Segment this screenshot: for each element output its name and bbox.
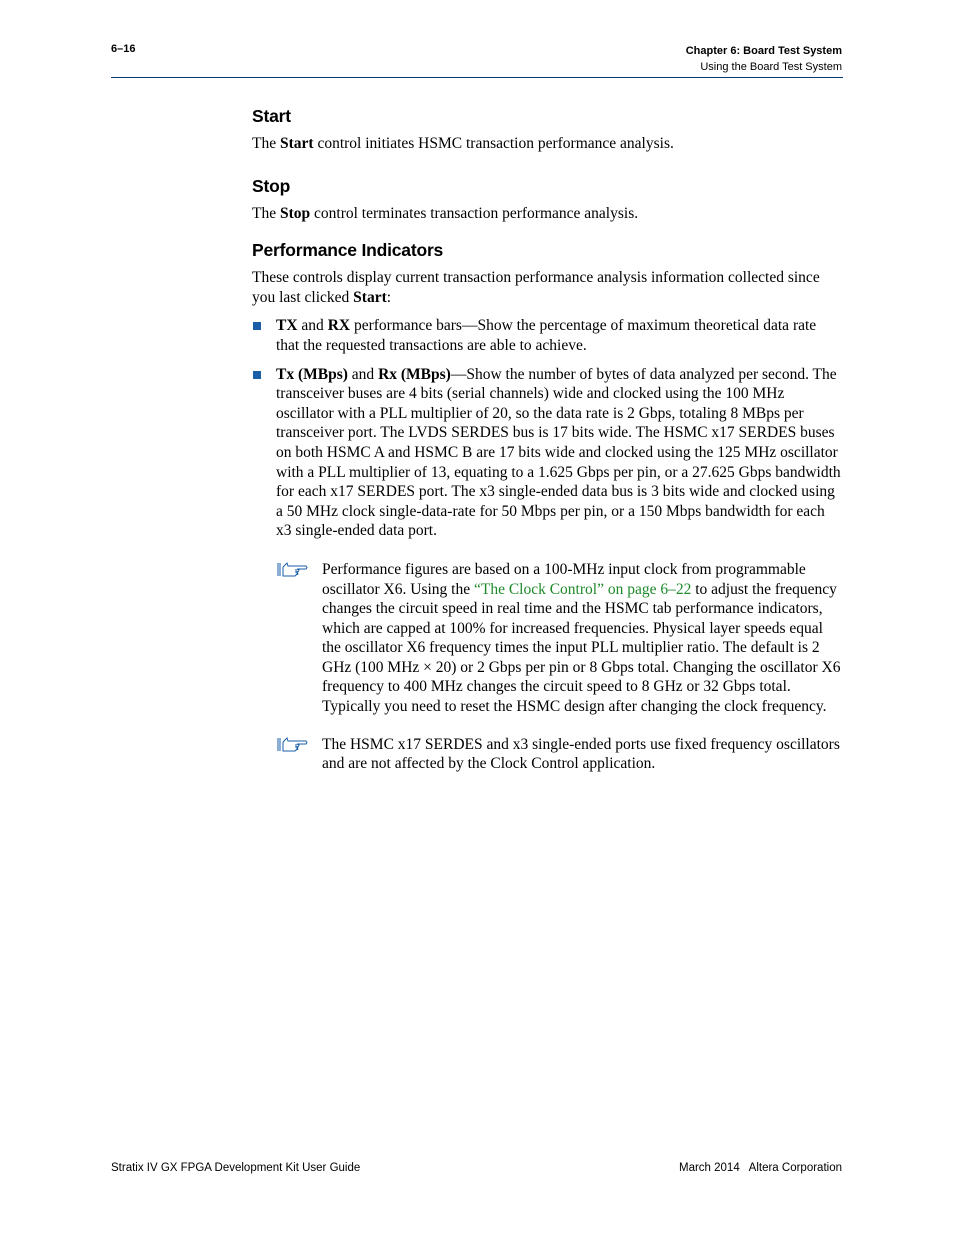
performance-bullet-list	[252, 316, 842, 541]
note-fixed-frequency: The HSMC x17 SERDES and x3 single-ended ports use fixed frequency oscillators and are not affected by the Clock Control application.	[252, 735, 842, 774]
page-content	[252, 104, 842, 774]
clock-control-link[interactable]: “The Clock Control” on page 6–22	[473, 580, 692, 598]
stop-paragraph: The Stop control terminates transaction performance analysis.	[252, 204, 639, 222]
pointing-hand-icon	[276, 560, 310, 578]
performance-heading: Performance Indicators	[252, 240, 444, 261]
section-title: Using the Board Test System	[700, 61, 842, 73]
note-clock-control: Performance figures are based on a 100-MHz input clock from programmable oscillator X6. Using the “The Clock Control” on page 6–22 to adjust the frequency changes the circuit speed in real time and the HSMC tab performance indicators, which are capped at 100% for increased frequencies. Physical layer speeds equal the oscillator X6 frequency times the input PLL multiplier ratio. The default is 2 GHz (100 MHz × 20) or 2 Gbps per pin or 8 Gbps total. Changing the oscillator X6 frequency to 400 MHz changes the circuit speed to 8 GHz or 32 Gbps total. Typically you need to reset the HSMC design after changing the clock frequency.	[252, 560, 842, 717]
square-bullet-icon	[253, 322, 261, 330]
footer-title: Stratix IV GX FPGA Development Kit User Guide	[111, 1162, 361, 1174]
footer-date-org: March 2014 Altera Corporation	[678, 1162, 842, 1174]
start-control-name: Start	[279, 135, 314, 152]
running-header	[686, 43, 842, 75]
stop-control-name: Stop	[279, 204, 311, 222]
pointing-hand-icon	[276, 735, 310, 753]
square-bullet-icon	[253, 371, 261, 379]
page-number: 6–16	[111, 43, 136, 55]
header-rule	[111, 77, 843, 78]
list-item: Tx (MBps) and Rx (MBps)—Show the number of bytes of data analyzed per second. The transceiver buses are 4 bits (serial channels) wide and clocked using the 100 MHz oscillator with a PLL multiplier of 20, so the data rate is 2 Gbps, totaling 8 MBps per transceiver port. The LVDS SERDES bus is 17 bits wide. The HSMC x17 SERDES buses on both HSMC A and HSMC B are 17 bits wide and clocked using the 125 MHz oscillator with a PLL multiplier of 13, equating to a 1.625 Gbps per pin, or a 27.625 Gbps bandwidth for each x17 SERDES port. The x3 single-ended data bus is 3 bits wide and clocked using a 50 MHz clock single-data-rate for 50 Mbps per pin, or a 150 Mbps bandwidth for each x3 single-ended data port.	[252, 365, 842, 541]
list-item: TX and RX performance bars—Show the percentage of maximum theoretical data rate that the requested transactions are able to achieve.	[252, 316, 842, 355]
stop-heading: Stop	[252, 175, 291, 196]
start-paragraph: The Start control initiates HSMC transaction performance analysis.	[252, 135, 674, 152]
start-heading: Start	[252, 106, 291, 126]
chapter-title: Chapter 6: Board Test System	[685, 45, 842, 57]
performance-intro: These controls display current transaction performance analysis information collected since you last clicked Start:	[252, 269, 820, 306]
